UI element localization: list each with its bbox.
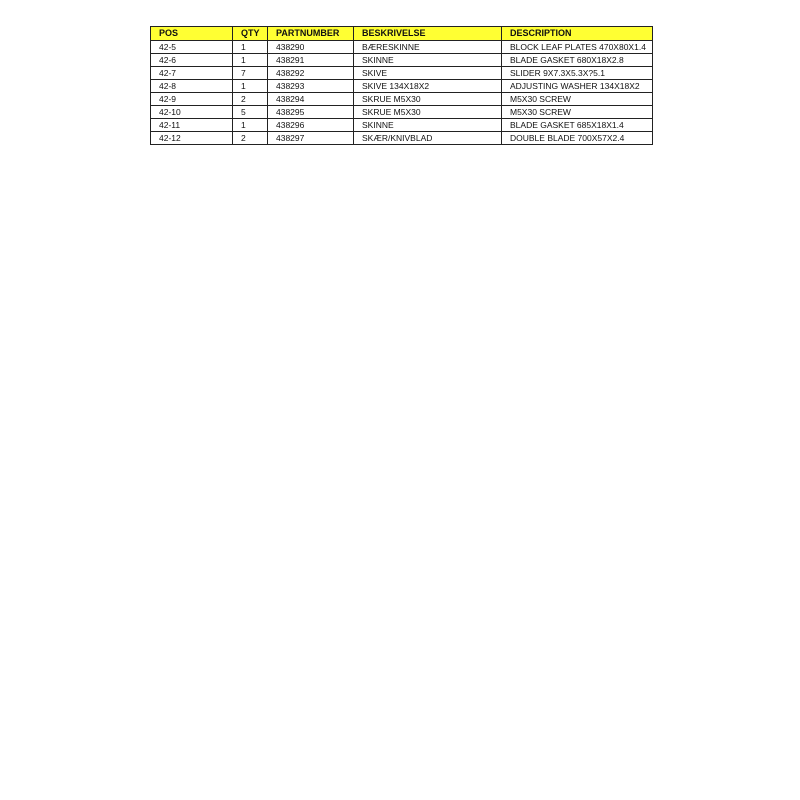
cell-partnumber: 438295 [268,106,354,119]
cell-description: SLIDER 9X7.3X5.3X?5.1 [502,67,653,80]
cell-pos: 42-12 [151,132,233,145]
table-row [151,106,653,119]
cell-pos: 42-9 [151,93,233,106]
table-row [151,132,653,145]
cell-description: BLADE GASKET 685X18X1.4 [502,119,653,132]
cell-beskrivelse: SKIVE 134X18X2 [354,80,502,93]
cell-partnumber: 438291 [268,54,354,67]
cell-description: BLOCK LEAF PLATES 470X80X1.4 [502,41,653,54]
cell-description: BLADE GASKET 680X18X2.8 [502,54,653,67]
table-row [151,119,653,132]
cell-pos: 42-5 [151,41,233,54]
parts-table [150,26,653,145]
cell-pos: 42-7 [151,67,233,80]
cell-partnumber: 438296 [268,119,354,132]
cell-partnumber: 438292 [268,67,354,80]
cell-qty: 7 [233,67,268,80]
cell-description: DOUBLE BLADE 700X57X2.4 [502,132,653,145]
cell-beskrivelse: SKRUE M5X30 [354,93,502,106]
cell-pos: 42-11 [151,119,233,132]
cell-qty: 1 [233,119,268,132]
cell-qty: 5 [233,106,268,119]
cell-qty: 2 [233,93,268,106]
cell-description: M5X30 SCREW [502,106,653,119]
cell-pos: 42-6 [151,54,233,67]
cell-beskrivelse: BÆRESKINNE [354,41,502,54]
cell-qty: 1 [233,80,268,93]
cell-partnumber: 438294 [268,93,354,106]
table-body [151,41,653,145]
header-row [151,27,653,41]
table-row [151,80,653,93]
cell-partnumber: 438293 [268,80,354,93]
cell-beskrivelse: SKRUE M5X30 [354,106,502,119]
header-beskrivelse: BESKRIVELSE [354,27,502,41]
header-pos: POS [151,27,233,41]
header-partnumber: PARTNUMBER [268,27,354,41]
header-description: DESCRIPTION [502,27,653,41]
cell-beskrivelse: SKINNE [354,119,502,132]
cell-qty: 1 [233,54,268,67]
cell-description: ADJUSTING WASHER 134X18X2 [502,80,653,93]
table-row [151,93,653,106]
table-row [151,54,653,67]
cell-description: M5X30 SCREW [502,93,653,106]
cell-qty: 2 [233,132,268,145]
table-row [151,41,653,54]
cell-partnumber: 438290 [268,41,354,54]
cell-qty: 1 [233,41,268,54]
cell-beskrivelse: SKINNE [354,54,502,67]
cell-pos: 42-10 [151,106,233,119]
header-qty: QTY [233,27,268,41]
cell-partnumber: 438297 [268,132,354,145]
cell-beskrivelse: SKIVE [354,67,502,80]
table-row [151,67,653,80]
table-header [151,27,653,41]
cell-pos: 42-8 [151,80,233,93]
cell-beskrivelse: SKÆR/KNIVBLAD [354,132,502,145]
